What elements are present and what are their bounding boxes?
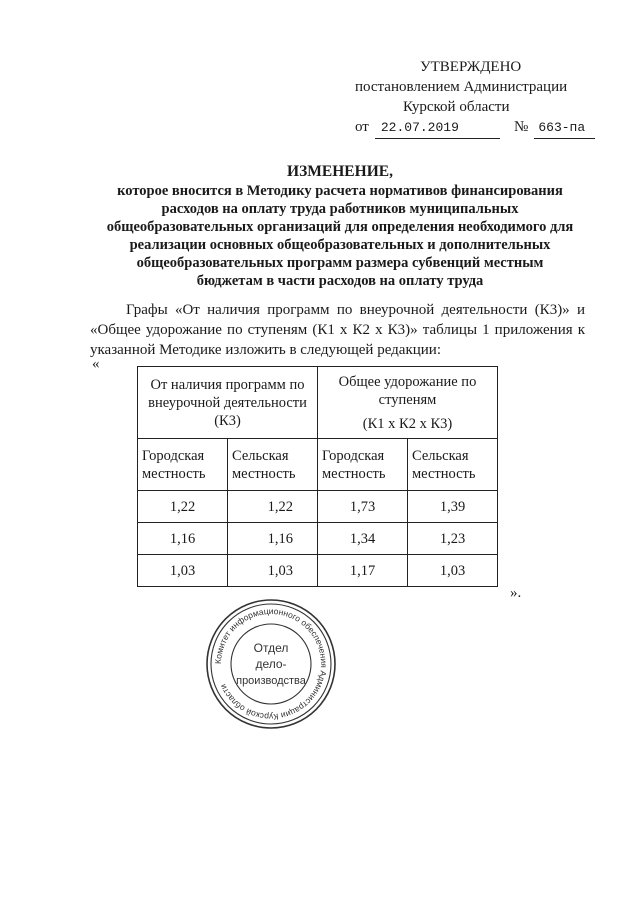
approval-line-2: Курской области bbox=[403, 99, 510, 115]
subheader-rural: Сельская местность bbox=[408, 439, 498, 491]
table-cell: 1,34 bbox=[318, 523, 408, 555]
approval-number-row bbox=[355, 117, 595, 139]
quote-open: « bbox=[92, 356, 100, 372]
document-title bbox=[80, 163, 600, 290]
table-cell: 1,22 bbox=[138, 491, 228, 523]
title-line: общеобразовательных организаций для определения необходимого для bbox=[106, 219, 574, 235]
subheader-rural: Сельская местность bbox=[228, 439, 318, 491]
group-header-extracurricular: От наличия программ по внеурочной деятельности (К3) bbox=[138, 367, 318, 439]
table-row bbox=[138, 523, 498, 555]
title-line: общеобразовательных программ размера субвенций местным bbox=[136, 255, 544, 271]
approval-from-label: от bbox=[355, 119, 369, 135]
table-cell: 1,39 bbox=[408, 491, 498, 523]
approval-number: 663-па bbox=[534, 118, 595, 139]
subheader-urban: Городская местность bbox=[318, 439, 408, 491]
table-cell: 1,03 bbox=[138, 555, 228, 587]
title-main: ИЗМЕНЕНИЕ, bbox=[287, 163, 393, 180]
approval-block bbox=[355, 57, 595, 139]
subheader-urban: Городская местность bbox=[138, 439, 228, 491]
stamp-center-line-1: Отдел bbox=[253, 641, 289, 655]
table-cell: 1,23 bbox=[408, 523, 498, 555]
approval-number-label: № bbox=[514, 119, 529, 135]
office-stamp bbox=[205, 598, 337, 730]
approval-date: 22.07.2019 bbox=[375, 118, 500, 139]
stamp-center-line-2: дело- bbox=[255, 657, 287, 671]
group-header-total-cost: Общее удорожание по ступеням (К1 х К2 х К3) bbox=[318, 367, 498, 439]
table-cell: 1,17 bbox=[318, 555, 408, 587]
table-row bbox=[138, 555, 498, 587]
title-line: реализации основных общеобразовательных и дополнительных bbox=[129, 237, 551, 253]
table-cell: 1,03 bbox=[408, 555, 498, 587]
table-cell: 1,73 bbox=[318, 491, 408, 523]
approval-line-1: постановлением Администрации bbox=[355, 79, 568, 95]
title-line: бюджетам в части расходов на оплату труда bbox=[196, 273, 484, 289]
table-row bbox=[138, 491, 498, 523]
table-cell: 1,03 bbox=[228, 555, 318, 587]
table-cell: 1,22 bbox=[228, 491, 318, 523]
stamp-center-line-3: производства bbox=[236, 675, 306, 687]
table-cell: 1,16 bbox=[138, 523, 228, 555]
coefficients-table bbox=[137, 366, 498, 587]
title-line: которое вносится в Методику расчета нормативов финансирования bbox=[117, 183, 563, 199]
stamp-ring-text: Комитет информационного обеспечения Администрации Курской области bbox=[212, 605, 330, 723]
body-paragraph: Графы «От наличия программ по внеурочной деятельности (К3)» и «Общее удорожание по ступеням (К1 х К2 х К3)» таблицы 1 приложения к указанной Методике изложить в следующей редакции: bbox=[90, 302, 585, 358]
quote-close: ». bbox=[510, 585, 522, 601]
table-cell: 1,16 bbox=[228, 523, 318, 555]
approval-heading: УТВЕРЖДЕНО bbox=[420, 59, 522, 75]
title-line: расходов на оплату труда работников муниципальных bbox=[161, 201, 519, 217]
subheader-row bbox=[138, 439, 498, 491]
